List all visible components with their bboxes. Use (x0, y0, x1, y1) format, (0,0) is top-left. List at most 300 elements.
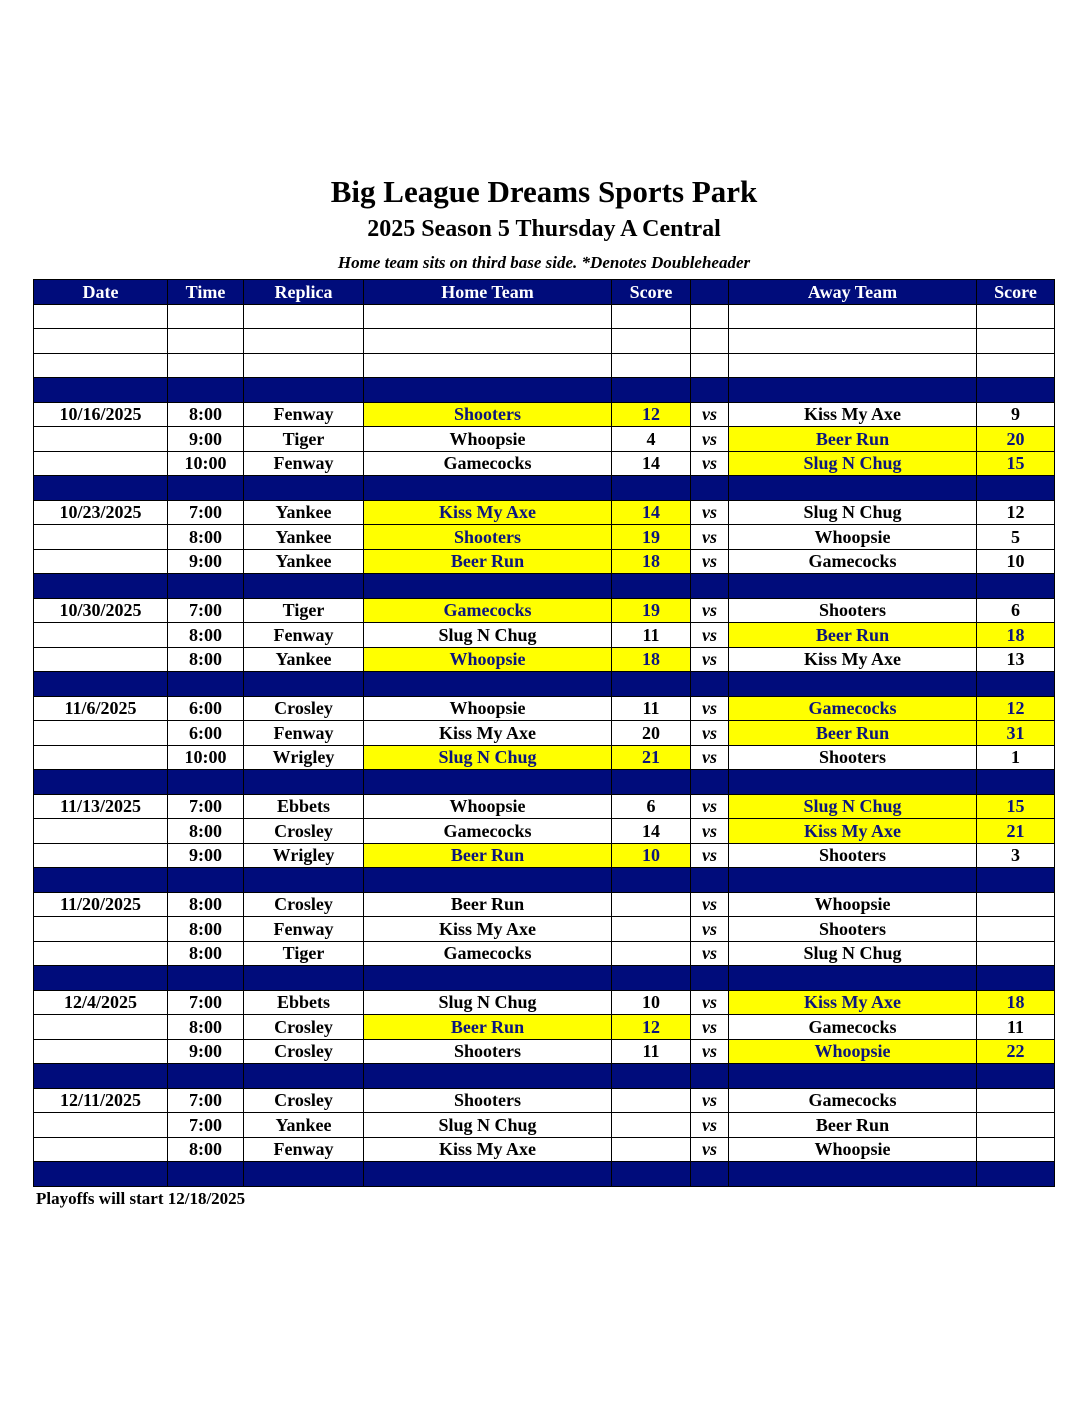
empty-cell (34, 304, 168, 329)
home-score: 11 (612, 1039, 691, 1064)
away-team: Whoopsie (729, 1039, 977, 1064)
empty-cell (729, 868, 977, 893)
away-score (977, 1137, 1055, 1162)
empty-cell (34, 1162, 168, 1187)
empty-cell (691, 476, 729, 501)
empty-cell (34, 476, 168, 501)
away-team: Whoopsie (729, 1137, 977, 1162)
empty-cell (977, 574, 1055, 599)
away-team: Whoopsie (729, 525, 977, 550)
empty-cell (34, 672, 168, 697)
empty-cell (691, 868, 729, 893)
home-team: Shooters (364, 1088, 612, 1113)
game-replica: Yankee (244, 647, 364, 672)
away-team: Gamecocks (729, 549, 977, 574)
game-time: 8:00 (168, 819, 244, 844)
col-header-away-score: Score (977, 280, 1055, 305)
home-team: Whoopsie (364, 427, 612, 452)
home-team: Gamecocks (364, 941, 612, 966)
away-team: Kiss My Axe (729, 819, 977, 844)
game-replica: Crosley (244, 1015, 364, 1040)
empty-cell (977, 353, 1055, 378)
away-score: 12 (977, 696, 1055, 721)
empty-cell (729, 574, 977, 599)
empty-cell (612, 1064, 691, 1089)
home-team: Slug N Chug (364, 745, 612, 770)
game-date-empty (34, 745, 168, 770)
empty-cell (244, 329, 364, 354)
away-team: Shooters (729, 745, 977, 770)
empty-cell (244, 476, 364, 501)
game-row (34, 892, 1055, 917)
empty-cell (168, 1064, 244, 1089)
vs-label: vs (691, 1015, 729, 1040)
game-replica: Tiger (244, 941, 364, 966)
empty-cell (168, 378, 244, 403)
vs-label: vs (691, 917, 729, 942)
col-header-home-score: Score (612, 280, 691, 305)
vs-label: vs (691, 696, 729, 721)
separator-row (34, 868, 1055, 893)
separator-row (34, 672, 1055, 697)
game-date: 10/30/2025 (34, 598, 168, 623)
game-date-empty (34, 525, 168, 550)
home-score: 21 (612, 745, 691, 770)
empty-cell (729, 770, 977, 795)
game-row (34, 696, 1055, 721)
game-date-empty (34, 549, 168, 574)
empty-cell (729, 304, 977, 329)
empty-cell (691, 304, 729, 329)
empty-cell (612, 672, 691, 697)
away-team: Beer Run (729, 721, 977, 746)
game-time: 6:00 (168, 721, 244, 746)
vs-label: vs (691, 623, 729, 648)
away-team: Whoopsie (729, 892, 977, 917)
empty-cell (244, 304, 364, 329)
empty-cell (612, 476, 691, 501)
home-score: 20 (612, 721, 691, 746)
game-time: 7:00 (168, 1113, 244, 1138)
vs-label: vs (691, 843, 729, 868)
away-score: 5 (977, 525, 1055, 550)
home-team: Kiss My Axe (364, 917, 612, 942)
home-score: 14 (612, 451, 691, 476)
vs-label: vs (691, 451, 729, 476)
empty-cell (244, 672, 364, 697)
empty-cell (729, 1162, 977, 1187)
game-replica: Crosley (244, 819, 364, 844)
away-score: 12 (977, 500, 1055, 525)
game-replica: Ebbets (244, 794, 364, 819)
playoffs-note: Playoffs will start 12/18/2025 (36, 1189, 246, 1208)
home-score (612, 917, 691, 942)
empty-cell (34, 353, 168, 378)
home-team: Beer Run (364, 843, 612, 868)
game-row (34, 549, 1055, 574)
away-team: Gamecocks (729, 1088, 977, 1113)
game-date-empty (34, 1039, 168, 1064)
separator-row (34, 770, 1055, 795)
empty-cell (691, 1064, 729, 1089)
game-replica: Fenway (244, 721, 364, 746)
vs-label: vs (691, 500, 729, 525)
game-row (34, 819, 1055, 844)
empty-cell (364, 1064, 612, 1089)
home-score (612, 892, 691, 917)
empty-cell (729, 672, 977, 697)
vs-label: vs (691, 1137, 729, 1162)
game-row (34, 1137, 1055, 1162)
empty-cell (612, 353, 691, 378)
game-replica: Fenway (244, 917, 364, 942)
game-row (34, 500, 1055, 525)
home-team: Beer Run (364, 892, 612, 917)
game-time: 8:00 (168, 917, 244, 942)
game-date-empty (34, 819, 168, 844)
empty-cell (977, 966, 1055, 991)
home-team: Beer Run (364, 1015, 612, 1040)
game-date: 11/13/2025 (34, 794, 168, 819)
empty-cell (364, 770, 612, 795)
game-replica: Yankee (244, 525, 364, 550)
game-time: 7:00 (168, 794, 244, 819)
empty-cell (977, 1162, 1055, 1187)
empty-cell (977, 329, 1055, 354)
empty-cell (364, 476, 612, 501)
empty-cell (34, 770, 168, 795)
game-row (34, 451, 1055, 476)
home-team: Slug N Chug (364, 623, 612, 648)
home-team: Kiss My Axe (364, 721, 612, 746)
blank-row (34, 353, 1055, 378)
game-row (34, 1113, 1055, 1138)
game-time: 8:00 (168, 525, 244, 550)
separator-row (34, 966, 1055, 991)
home-team: Kiss My Axe (364, 500, 612, 525)
separator-row (34, 574, 1055, 599)
home-score (612, 1088, 691, 1113)
game-time: 7:00 (168, 990, 244, 1015)
game-row (34, 598, 1055, 623)
home-team: Whoopsie (364, 647, 612, 672)
separator-row (34, 378, 1055, 403)
empty-cell (729, 378, 977, 403)
away-score: 10 (977, 549, 1055, 574)
home-team: Whoopsie (364, 794, 612, 819)
home-team: Slug N Chug (364, 990, 612, 1015)
game-date-empty (34, 647, 168, 672)
home-score: 6 (612, 794, 691, 819)
game-row (34, 917, 1055, 942)
empty-cell (244, 378, 364, 403)
game-replica: Fenway (244, 623, 364, 648)
vs-label: vs (691, 1113, 729, 1138)
game-row (34, 745, 1055, 770)
empty-cell (168, 1162, 244, 1187)
away-team: Gamecocks (729, 696, 977, 721)
vs-label: vs (691, 745, 729, 770)
game-date-empty (34, 1015, 168, 1040)
empty-cell (364, 329, 612, 354)
game-time: 8:00 (168, 892, 244, 917)
game-date: 11/20/2025 (34, 892, 168, 917)
game-replica: Fenway (244, 1137, 364, 1162)
away-score (977, 917, 1055, 942)
home-team: Beer Run (364, 549, 612, 574)
schedule-body (34, 304, 1055, 1186)
empty-cell (168, 966, 244, 991)
game-replica: Wrigley (244, 843, 364, 868)
game-replica: Crosley (244, 1039, 364, 1064)
empty-cell (977, 770, 1055, 795)
vs-label: vs (691, 549, 729, 574)
empty-cell (244, 868, 364, 893)
game-date: 12/4/2025 (34, 990, 168, 1015)
away-score: 13 (977, 647, 1055, 672)
game-date-empty (34, 941, 168, 966)
game-time: 6:00 (168, 696, 244, 721)
empty-cell (977, 378, 1055, 403)
home-team: Gamecocks (364, 819, 612, 844)
game-row (34, 647, 1055, 672)
game-date: 12/11/2025 (34, 1088, 168, 1113)
game-replica: Crosley (244, 696, 364, 721)
empty-cell (612, 1162, 691, 1187)
home-score: 18 (612, 549, 691, 574)
away-team: Beer Run (729, 1113, 977, 1138)
empty-cell (364, 868, 612, 893)
empty-cell (977, 868, 1055, 893)
away-score: 9 (977, 402, 1055, 427)
home-team: Kiss My Axe (364, 1137, 612, 1162)
empty-cell (691, 329, 729, 354)
vs-label: vs (691, 892, 729, 917)
game-date: 10/23/2025 (34, 500, 168, 525)
empty-cell (977, 304, 1055, 329)
home-score: 4 (612, 427, 691, 452)
vs-label: vs (691, 990, 729, 1015)
empty-cell (612, 329, 691, 354)
blank-row (34, 304, 1055, 329)
empty-cell (364, 353, 612, 378)
away-score (977, 1088, 1055, 1113)
empty-cell (364, 966, 612, 991)
game-time: 8:00 (168, 941, 244, 966)
empty-cell (977, 476, 1055, 501)
empty-cell (612, 378, 691, 403)
empty-cell (364, 1162, 612, 1187)
vs-label: vs (691, 1039, 729, 1064)
game-row (34, 843, 1055, 868)
vs-label: vs (691, 721, 729, 746)
empty-cell (612, 966, 691, 991)
empty-cell (34, 574, 168, 599)
away-team: Slug N Chug (729, 941, 977, 966)
away-score: 22 (977, 1039, 1055, 1064)
game-replica: Wrigley (244, 745, 364, 770)
game-date-empty (34, 721, 168, 746)
game-row (34, 623, 1055, 648)
game-date-empty (34, 427, 168, 452)
game-date-empty (34, 623, 168, 648)
empty-cell (34, 329, 168, 354)
home-team-note: Home team sits on third base side. *Denotes Doubleheader (337, 253, 751, 272)
home-score: 11 (612, 623, 691, 648)
away-team: Beer Run (729, 623, 977, 648)
away-score: 31 (977, 721, 1055, 746)
away-team: Slug N Chug (729, 451, 977, 476)
away-score (977, 1113, 1055, 1138)
game-row (34, 1088, 1055, 1113)
empty-cell (244, 1162, 364, 1187)
col-header-vs (691, 280, 729, 305)
away-team: Shooters (729, 917, 977, 942)
home-team: Gamecocks (364, 598, 612, 623)
vs-label: vs (691, 794, 729, 819)
empty-cell (977, 1064, 1055, 1089)
empty-cell (34, 1064, 168, 1089)
empty-cell (691, 1162, 729, 1187)
empty-cell (34, 378, 168, 403)
home-score: 19 (612, 598, 691, 623)
empty-cell (729, 476, 977, 501)
empty-cell (691, 378, 729, 403)
game-time: 9:00 (168, 427, 244, 452)
game-row (34, 990, 1055, 1015)
away-team: Beer Run (729, 427, 977, 452)
game-time: 7:00 (168, 598, 244, 623)
separator-row (34, 1162, 1055, 1187)
game-time: 8:00 (168, 647, 244, 672)
empty-cell (244, 770, 364, 795)
col-header-time: Time (168, 280, 244, 305)
away-score: 11 (977, 1015, 1055, 1040)
vs-label: vs (691, 402, 729, 427)
game-row (34, 941, 1055, 966)
game-row (34, 794, 1055, 819)
empty-cell (729, 1064, 977, 1089)
vs-label: vs (691, 525, 729, 550)
vs-label: vs (691, 598, 729, 623)
game-date: 11/6/2025 (34, 696, 168, 721)
game-time: 8:00 (168, 1015, 244, 1040)
page-subtitle: 2025 Season 5 Thursday A Central (367, 216, 721, 242)
vs-label: vs (691, 647, 729, 672)
game-replica: Ebbets (244, 990, 364, 1015)
empty-cell (168, 329, 244, 354)
away-team: Shooters (729, 843, 977, 868)
away-score (977, 892, 1055, 917)
schedule-table (33, 279, 1055, 1187)
game-date-empty (34, 1113, 168, 1138)
game-time: 9:00 (168, 1039, 244, 1064)
empty-cell (691, 574, 729, 599)
empty-cell (168, 304, 244, 329)
empty-cell (34, 966, 168, 991)
game-row (34, 1039, 1055, 1064)
empty-cell (612, 574, 691, 599)
blank-row (34, 329, 1055, 354)
empty-cell (168, 353, 244, 378)
vs-label: vs (691, 819, 729, 844)
game-time: 8:00 (168, 1137, 244, 1162)
empty-cell (244, 574, 364, 599)
game-replica: Crosley (244, 892, 364, 917)
empty-cell (612, 868, 691, 893)
page-title: Big League Dreams Sports Park (330, 174, 758, 209)
vs-label: vs (691, 941, 729, 966)
game-replica: Fenway (244, 451, 364, 476)
separator-row (34, 1064, 1055, 1089)
away-team: Kiss My Axe (729, 990, 977, 1015)
empty-cell (691, 672, 729, 697)
game-time: 7:00 (168, 1088, 244, 1113)
home-score (612, 941, 691, 966)
game-replica: Crosley (244, 1088, 364, 1113)
away-score (977, 941, 1055, 966)
home-score: 12 (612, 1015, 691, 1040)
empty-cell (691, 966, 729, 991)
game-time: 8:00 (168, 623, 244, 648)
away-score: 6 (977, 598, 1055, 623)
empty-cell (244, 1064, 364, 1089)
empty-cell (168, 574, 244, 599)
empty-cell (364, 672, 612, 697)
home-team: Whoopsie (364, 696, 612, 721)
empty-cell (364, 304, 612, 329)
empty-cell (244, 966, 364, 991)
empty-cell (729, 353, 977, 378)
col-header-away-team: Away Team (729, 280, 977, 305)
away-score: 21 (977, 819, 1055, 844)
home-team: Slug N Chug (364, 1113, 612, 1138)
game-time: 8:00 (168, 402, 244, 427)
away-score: 18 (977, 623, 1055, 648)
empty-cell (168, 770, 244, 795)
vs-label: vs (691, 1088, 729, 1113)
empty-cell (244, 353, 364, 378)
away-team: Gamecocks (729, 1015, 977, 1040)
empty-cell (691, 770, 729, 795)
game-replica: Yankee (244, 549, 364, 574)
game-time: 9:00 (168, 549, 244, 574)
away-score: 3 (977, 843, 1055, 868)
home-score: 18 (612, 647, 691, 672)
game-time: 10:00 (168, 745, 244, 770)
game-replica: Tiger (244, 427, 364, 452)
away-score: 15 (977, 794, 1055, 819)
home-score: 10 (612, 990, 691, 1015)
empty-cell (168, 672, 244, 697)
empty-cell (364, 378, 612, 403)
game-replica: Yankee (244, 500, 364, 525)
empty-cell (34, 868, 168, 893)
home-score: 14 (612, 500, 691, 525)
empty-cell (977, 672, 1055, 697)
home-score: 12 (612, 402, 691, 427)
game-time: 9:00 (168, 843, 244, 868)
away-team: Shooters (729, 598, 977, 623)
away-team: Slug N Chug (729, 500, 977, 525)
home-team: Shooters (364, 525, 612, 550)
game-date-empty (34, 1137, 168, 1162)
vs-label: vs (691, 427, 729, 452)
empty-cell (168, 476, 244, 501)
game-replica: Tiger (244, 598, 364, 623)
game-date-empty (34, 843, 168, 868)
home-team: Shooters (364, 1039, 612, 1064)
